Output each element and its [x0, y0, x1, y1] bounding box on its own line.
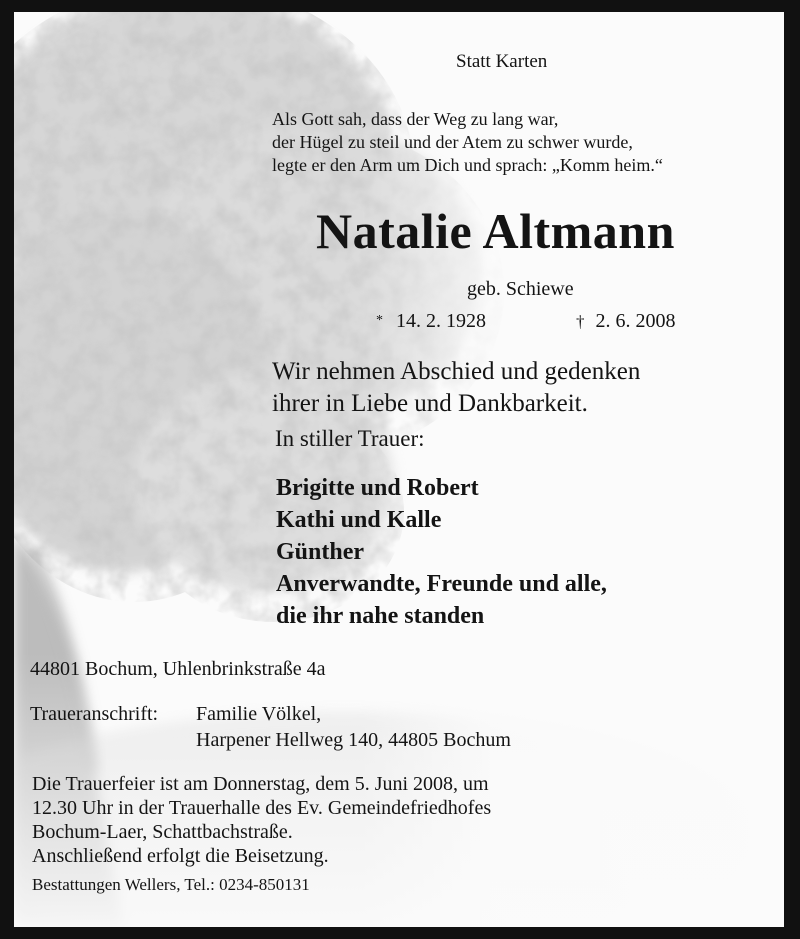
poem-line-3: legte er den Arm um Dich und sprach: „Komm heim.“ [272, 155, 663, 175]
mourning-address-label: Traueranschrift: [30, 703, 159, 725]
mourning-address-line-2: Harpener Hellweg 140, 44805 Bochum [196, 729, 511, 751]
ceremony-line-1: Die Trauerfeier ist am Donnerstag, dem 5. Juni 2008, um [32, 773, 489, 795]
statt-karten-heading: Statt Karten [456, 51, 548, 72]
mourning-address-line-1: Familie Völkel, [196, 703, 322, 725]
farewell-line-1: Wir nehmen Abschied und gedenken [272, 358, 641, 385]
poem-line-1: Als Gott sah, dass der Weg zu lang war, [272, 109, 559, 129]
death-cross-icon: † [576, 312, 585, 331]
mourner-5: die ihr nahe standen [276, 603, 485, 629]
ceremony-line-3: Bochum-Laer, Schattbachstraße. [32, 821, 293, 843]
mourner-4: Anverwandte, Freunde und alle, [276, 571, 607, 597]
death-date-line [576, 310, 676, 333]
death-date: 2. 6. 2008 [595, 310, 676, 332]
mourner-3: Günther [276, 539, 365, 565]
ceremony-line-2: 12.30 Uhr in der Trauerhalle des Ev. Gemeindefriedhofes [32, 797, 492, 819]
ceremony-line-4: Anschließend erfolgt die Beisetzung. [32, 845, 329, 867]
birth-date: 14. 2. 1928 [396, 310, 486, 332]
mourner-1: Brigitte und Robert [276, 475, 479, 501]
mourner-2: Kathi und Kalle [276, 507, 442, 533]
home-address: 44801 Bochum, Uhlenbrinkstraße 4a [30, 658, 326, 680]
birth-date-line [376, 310, 486, 333]
birth-star-icon: * [376, 313, 383, 328]
farewell-line-2: ihrer in Liebe und Dankbarkeit. [272, 390, 588, 417]
in-stiller-trauer: In stiller Trauer: [275, 426, 425, 451]
undertaker-contact: Bestattungen Wellers, Tel.: 0234-850131 [32, 875, 310, 894]
deceased-name: Natalie Altmann [316, 203, 675, 259]
obituary-card [14, 12, 784, 927]
maiden-name: geb. Schiewe [467, 278, 574, 300]
poem-line-2: der Hügel zu steil und der Atem zu schwer wurde, [272, 132, 633, 152]
